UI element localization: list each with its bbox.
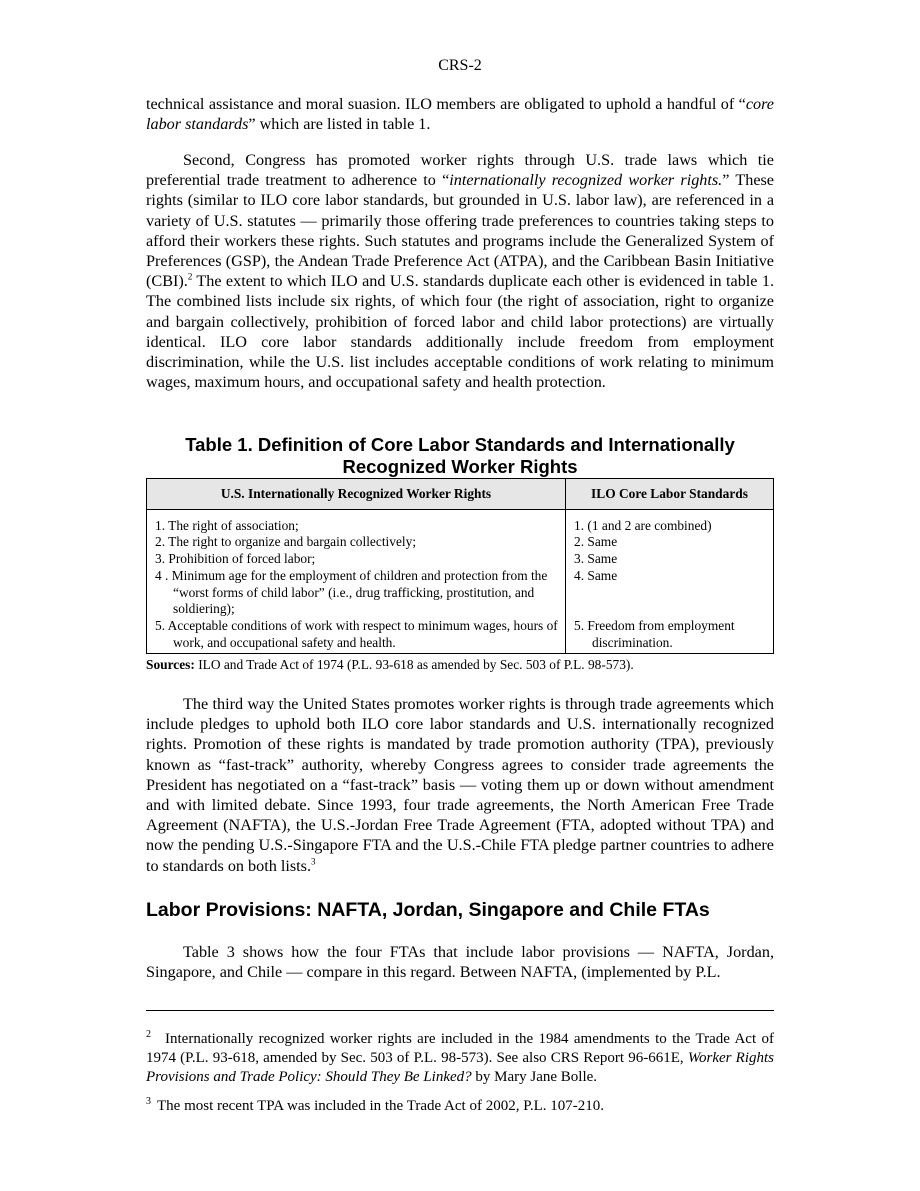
table-title-line: Recognized Worker Rights [342,456,578,477]
list-item: 5. Acceptable conditions of work with respect to minimum wages, hours of work, and occupational safety and health. [155,617,558,650]
text-run: The extent to which ILO and U.S. standards duplicate each other is evidenced in table 1. The combined lists include six rights, of which four (the right of association, right to organize and bargain collectively, prohibition of forced labor and child labor protections) are virtually identical. ILO core labor standards additionally include freedom from employment discrimination, while the U.S. list includes acceptable conditions of work relating to minimum wages, maximum hours, and occupational safety and health protection. [146,272,774,392]
italic-term: internationally recognized worker rights. [449,171,723,190]
paragraph-trade-agreements [146,694,774,876]
paragraph-us-trade-laws [146,150,774,392]
list-item: 3. Same [574,551,618,567]
footnote-number: 2 [146,1029,151,1040]
footnote-divider [146,1010,774,1011]
column-header-us-rights: U.S. Internationally Recognized Worker Rights [147,479,566,510]
list-item: 5. Freedom from employment discrimination. [574,617,735,650]
sources-text: ILO and Trade Act of 1974 (P.L. 93-618 as amended by Sec. 503 of P.L. 98-573). [194,657,634,672]
table-header-row [147,479,774,510]
list-item: 3. Prohibition of forced labor; [155,551,316,567]
text-run: ” These rights (similar to ILO core labor standards, but grounded in U.S. labor law), are referenced in a variety of U.S. statutes — primarily those offering trade preferences to countries taking steps to afford their workers these rights. Such statutes and programs include the Generalized System of Preferences (GSP), the Andean Trade Preference Act (ATPA), and the Caribbean Basin Initiative (CBI). [146,171,774,291]
section-heading: Labor Provisions: NAFTA, Jordan, Singapore and Chile FTAs [146,899,710,921]
table-sources [146,656,774,673]
ilo-standards-cell [566,509,774,654]
sources-label: Sources: [146,657,195,672]
list-item: 1. The right of association; [155,517,299,533]
report-title: Worker Rights Provisions and Trade Policy: Should They Be Linked? [146,1050,774,1085]
text-run: by Mary Jane Bolle. [471,1069,598,1085]
table-row [147,509,774,654]
list-item: 2. The right to organize and bargain collectively; [155,534,417,550]
text-run: The third way the United States promotes worker rights is through trade agreements which include pledges to uphold both ILO core labor standards and U.S. internationally recognized rights. Promotion of these rights is mandated by trade promotion authority (TPA), previously known as “fast-track” authority, whereby Congress agrees to consider trade agreements the President has negotiated on a “fast-track” basis — voting them up or down without amendment and with limited debate. Since 1993, four trade agreements, the North American Free Trade Agreement (NAFTA), the U.S.-Jordan Free Trade Agreement (FTA, adopted without TPA) and now the pending U.S.-Singapore FTA and the U.S.-Chile FTA pledge partner countries to adhere to standards on both lists. [146,695,774,875]
table-title [146,434,774,478]
row-spacer [574,585,767,618]
list-item: 2. Same [574,534,618,550]
list-item: 1. (1 and 2 are combined) [574,517,712,533]
table-title-line: Table 1. Definition of Core Labor Standards and Internationally [185,434,735,455]
list-item: 4. Same [574,567,618,583]
paragraph-table3-intro: Table 3 shows how the four FTAs that include labor provisions — NAFTA, Jordan, Singapore, and Chile — compare in this regard. Between NAFTA, (implemented by P.L. [146,943,774,982]
footnote-3 [146,1097,774,1116]
text-run: Internationally recognized worker rights are included in the 1984 amendments to the Trade Act of 1974 (P.L. 93-618, amended by Sec. 503 of P.L. 98-573). See also CRS Report 96-661E, [146,1031,774,1066]
page-number-header: CRS-2 [438,57,482,74]
footnote-number: 3 [146,1096,151,1107]
text-run: The most recent TPA was included in the Trade Act of 2002, P.L. 107-210. [157,1098,605,1114]
list-item: 4 . Minimum age for the employment of children and protection from the “worst forms of child labor” (i.e., drug trafficking, prostitution, and soldiering); [155,567,548,617]
text-run: Second, Congress has promoted worker rights through U.S. trade laws which tie preferential trade treatment to adherence to “ [146,151,774,190]
us-rights-cell [147,509,566,654]
text-run: technical assistance and moral suasion. ILO members are obligated to uphold a handful of “ [146,95,746,113]
italic-term: core labor standards [146,95,774,134]
footnote-ref-3[interactable]: 3 [311,856,316,867]
text-run: ” which are listed in table 1. [248,115,431,134]
footnote-2 [146,1030,774,1087]
footnote-ref-2[interactable]: 2 [187,271,193,282]
paragraph-ilo-obligations [146,94,774,134]
column-header-ilo-standards: ILO Core Labor Standards [566,479,774,510]
labor-standards-table [146,478,774,654]
